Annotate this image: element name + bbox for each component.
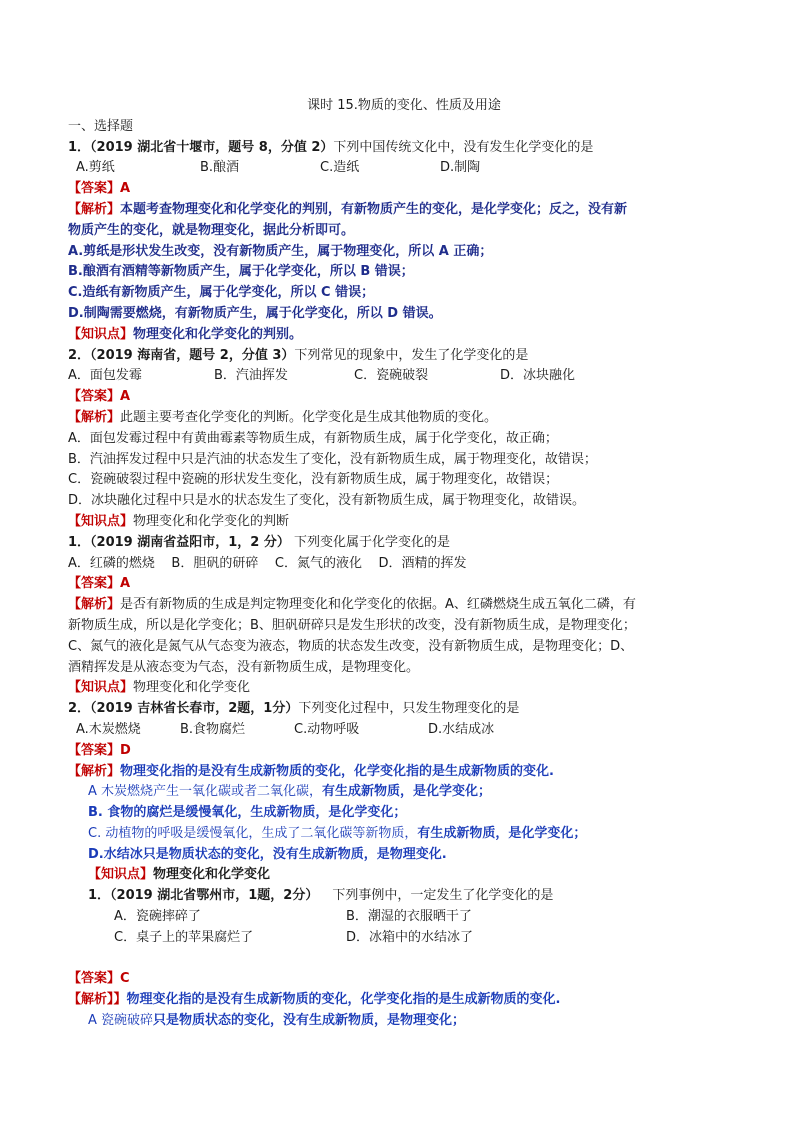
question-2-knowledge-point: 【知识点】物理变化和化学变化的判断 — [68, 513, 290, 529]
question-5-answer: 【答案】C — [68, 971, 130, 987]
question-4-analysis-b: B. 食物的腐烂是缓慢氧化，生成新物质，是化学变化； — [88, 805, 407, 821]
question-1-analysis-1: 【解析】本题考查物理变化和化学变化的判别，有新物质产生的变化，是化学变化；反之，没有新 — [68, 201, 628, 217]
question-2-answer: 【答案】A — [68, 389, 131, 405]
question-4-answer: 【答案】D — [68, 742, 131, 758]
question-3-analysis-4: 酒精挥发是从液态变为气态，没有新物质生成，是物理变化。 — [68, 659, 420, 675]
question-3-analysis-1: 【解析】是否有新物质的生成是判定物理变化和化学变化的依据。A、红磷燃烧生成五氧化二磷，有 — [68, 597, 636, 613]
question-2-analysis-b: B．汽油挥发过程中只是汽油的状态发生了变化，没有新物质生成，属于物理变化，故错误； — [68, 451, 597, 467]
question-4-knowledge-point: 【知识点】物理变化和化学变化 — [88, 867, 271, 883]
question-2-analysis-d: D．冰块融化过程中只是水的状态发生了变化，没有新物质生成，属于物理变化，故错误。 — [68, 493, 586, 509]
question-1-analysis-b: B.酿酒有酒精等新物质产生，属于化学变化，所以 B 错误； — [68, 264, 414, 280]
document-page — [68, 96, 714, 1032]
section-heading: 一、选择题 — [68, 118, 134, 134]
question-1-analysis-d: D.制陶需要燃烧，有新物质产生，属于化学变化，所以 D 错误。 — [68, 305, 442, 321]
question-2-options: A．面包发霉 B．汽油挥发 C．瓷碗破裂 D．冰块融化 — [68, 368, 576, 384]
question-5-analysis-1: 【解析】】物理变化指的是没有生成新物质的变化，化学变化指的是生成新物质的变化. — [68, 992, 561, 1008]
question-2-stem: 2．（2019 海南省，题号 2，分值 3）下列常见的现象中，发生了化学变化的是 — [68, 347, 529, 363]
question-3-options: A．红磷的燃烧 B．胆矾的研碎 C．氮气的液化 D．酒精的挥发 — [68, 555, 467, 571]
question-3-analysis-2: 新物质生成，所以是化学变化；B、胆矾研碎只是发生形状的改变，没有新物质生成，是物理变化； — [68, 617, 636, 633]
question-4-stem: 2．（2019 吉林省长春市，2题，1分）下列变化过程中，只发生物理变化的是 — [68, 701, 520, 717]
question-1-options: A.剪纸 B.酿酒 C.造纸 D.制陶 — [76, 160, 481, 176]
question-2-analysis-a: A．面包发霉过程中有黄曲霉素等物质生成，有新物质生成，属于化学变化，故正确； — [68, 430, 558, 446]
question-5-stem: 1．（2019 湖北省鄂州市，1题，2分） 下列事例中，一定发生了化学变化的是 — [88, 888, 554, 904]
question-4-analysis-1: 【解析】物理变化指的是没有生成新物质的变化，化学变化指的是生成新物质的变化. — [68, 763, 554, 779]
question-1-analysis-c: C.造纸有新物质产生，属于化学变化，所以 C 错误； — [68, 285, 375, 301]
question-5-analysis-a: A 瓷碗破碎只是物质状态的变化，没有生成新物质，是物理变化； — [88, 1013, 466, 1029]
question-4-analysis-c: C. 动植物的呼吸是缓慢氧化，生成了二氧化碳等新物质，有生成新物质，是化学变化； — [88, 825, 587, 841]
question-4-options: A.木炭燃烧 B.食物腐烂 C.动物呼吸 D.水结成冰 — [76, 721, 495, 737]
question-2-analysis-c: C．瓷碗破裂过程中瓷碗的形状发生变化，没有新物质生成，属于物理变化，故错误； — [68, 472, 559, 488]
question-2-analysis-1: 【解析】此题主要考查化学变化的判断。化学变化是生成其他物质的变化。 — [68, 409, 498, 425]
question-4-analysis-d: D.水结冰只是物质状态的变化，没有生成新物质，是物理变化. — [88, 846, 447, 862]
question-3-knowledge-point: 【知识点】物理变化和化学变化 — [68, 680, 251, 696]
question-3-stem: 1．（2019 湖南省益阳市，1，2 分） 下列变化属于化学变化的是 — [68, 534, 451, 550]
question-5-options-row-1: A．瓷碗摔碎了 B．潮湿的衣服晒干了 — [114, 909, 472, 925]
question-1-knowledge-point: 【知识点】物理变化和化学变化的判别。 — [68, 326, 303, 342]
question-1-analysis-2: 物质产生的变化，就是物理变化，据此分析即可。 — [68, 222, 355, 238]
question-1-answer: 【答案】A — [68, 181, 131, 197]
question-4-analysis-a: A 木炭燃烧产生一氧化碳或者二氧化碳，有生成新物质，是化学变化； — [88, 784, 492, 800]
question-3-analysis-3: C、氮气的液化是氮气从气态变为液态，物质的状态发生改变，没有新物质生成，是物理变化；D、 — [68, 638, 634, 654]
question-3-answer: 【答案】A — [68, 576, 131, 592]
page-title: 课时 15.物质的变化、性质及用途 — [307, 98, 501, 113]
question-5-options-row-2: C．桌子上的苹果腐烂了 D．冰箱中的水结冰了 — [114, 929, 474, 945]
question-1-stem: 1．（2019 湖北省十堰市，题号 8，分值 2）下列中国传统文化中，没有发生化学变化的是 — [68, 139, 594, 155]
spacer — [94, 949, 714, 970]
question-1-analysis-a: A.剪纸是形状发生改变，没有新物质产生，属于物理变化，所以 A 正确； — [68, 243, 493, 259]
